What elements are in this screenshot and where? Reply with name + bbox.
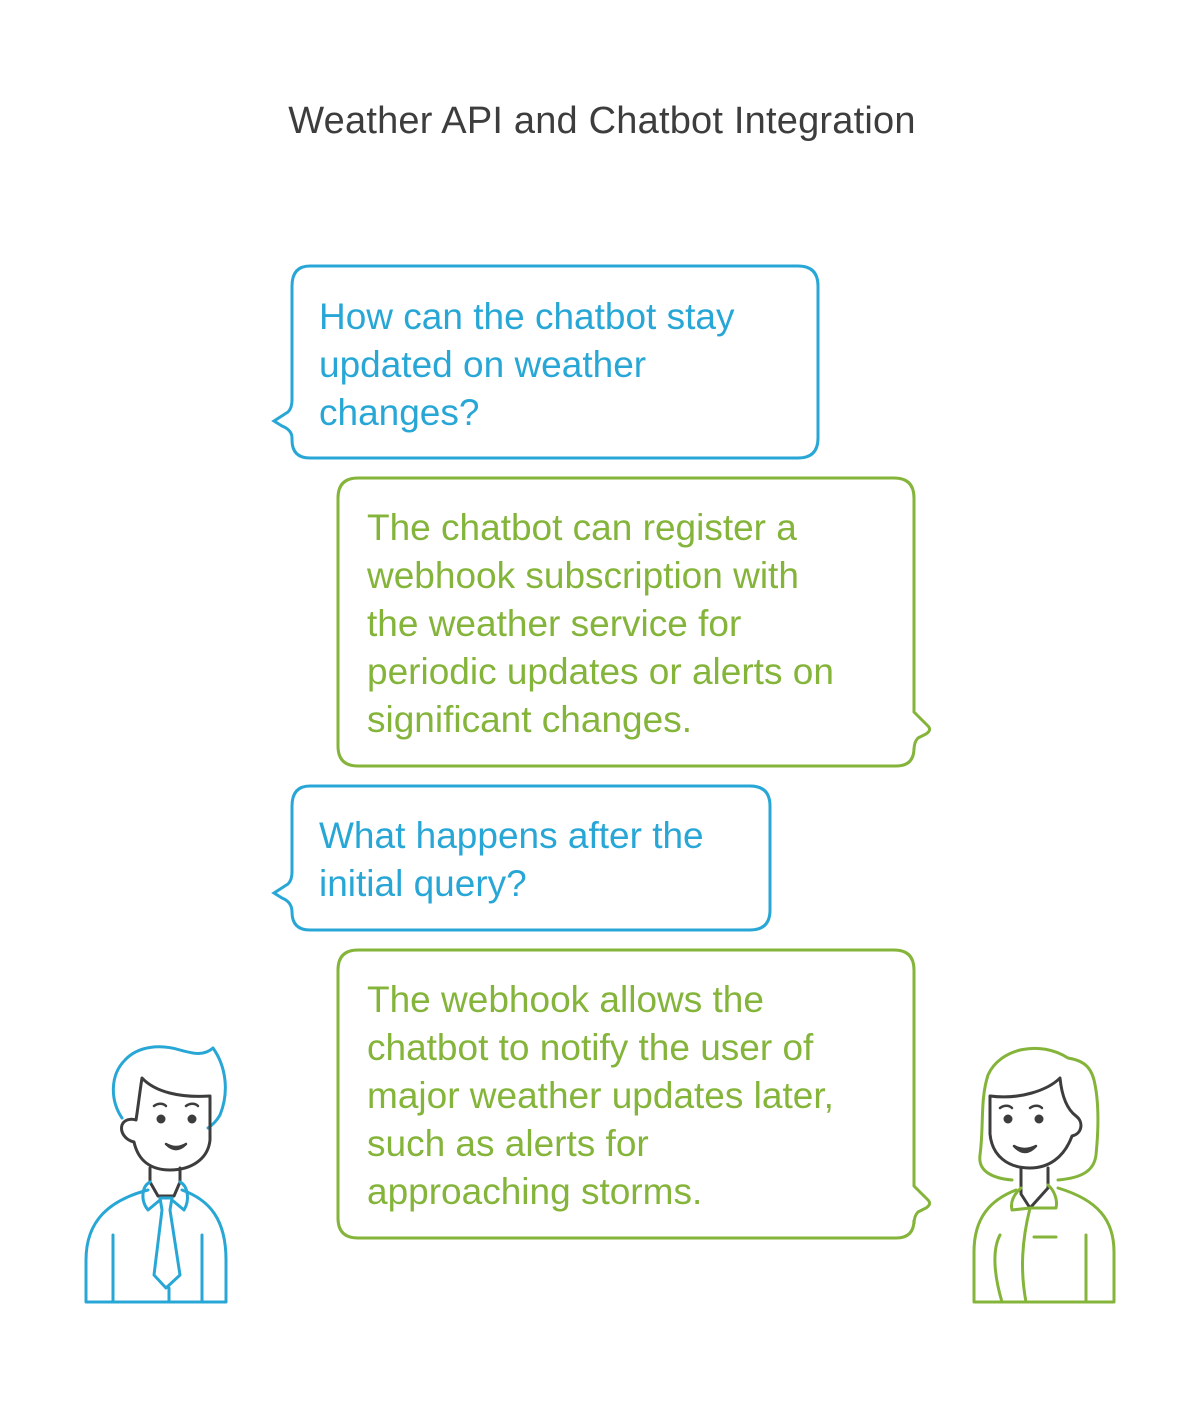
- text-line: such as alerts for: [367, 1123, 649, 1164]
- bubble-2-text: [367, 504, 834, 744]
- text-line: approaching storms.: [367, 1171, 703, 1212]
- text-line: How can the chatbot stay: [319, 296, 735, 337]
- text-line: webhook subscription with: [367, 555, 799, 596]
- text-line: initial query?: [319, 863, 527, 904]
- bubble-3-text: [319, 812, 704, 908]
- text-line: major weather updates later,: [367, 1075, 834, 1116]
- text-line: changes?: [319, 392, 480, 433]
- text-line: The webhook allows the: [367, 979, 764, 1020]
- text-line: periodic updates or alerts on: [367, 651, 834, 692]
- bubble-1-text: [319, 293, 734, 437]
- bubble-4-text: [367, 976, 834, 1216]
- text-line: significant changes.: [367, 699, 692, 740]
- text-line: What happens after the: [319, 815, 704, 856]
- diagram-title: Weather API and Chatbot Integration: [288, 100, 916, 142]
- text-line: chatbot to notify the user of: [367, 1027, 814, 1068]
- woman-avatar-icon: [950, 1030, 1130, 1320]
- text-line: updated on weather: [319, 344, 647, 385]
- text-line: The chatbot can register a: [367, 507, 797, 548]
- man-avatar-icon: [70, 1030, 250, 1320]
- text-line: the weather service for: [367, 603, 742, 644]
